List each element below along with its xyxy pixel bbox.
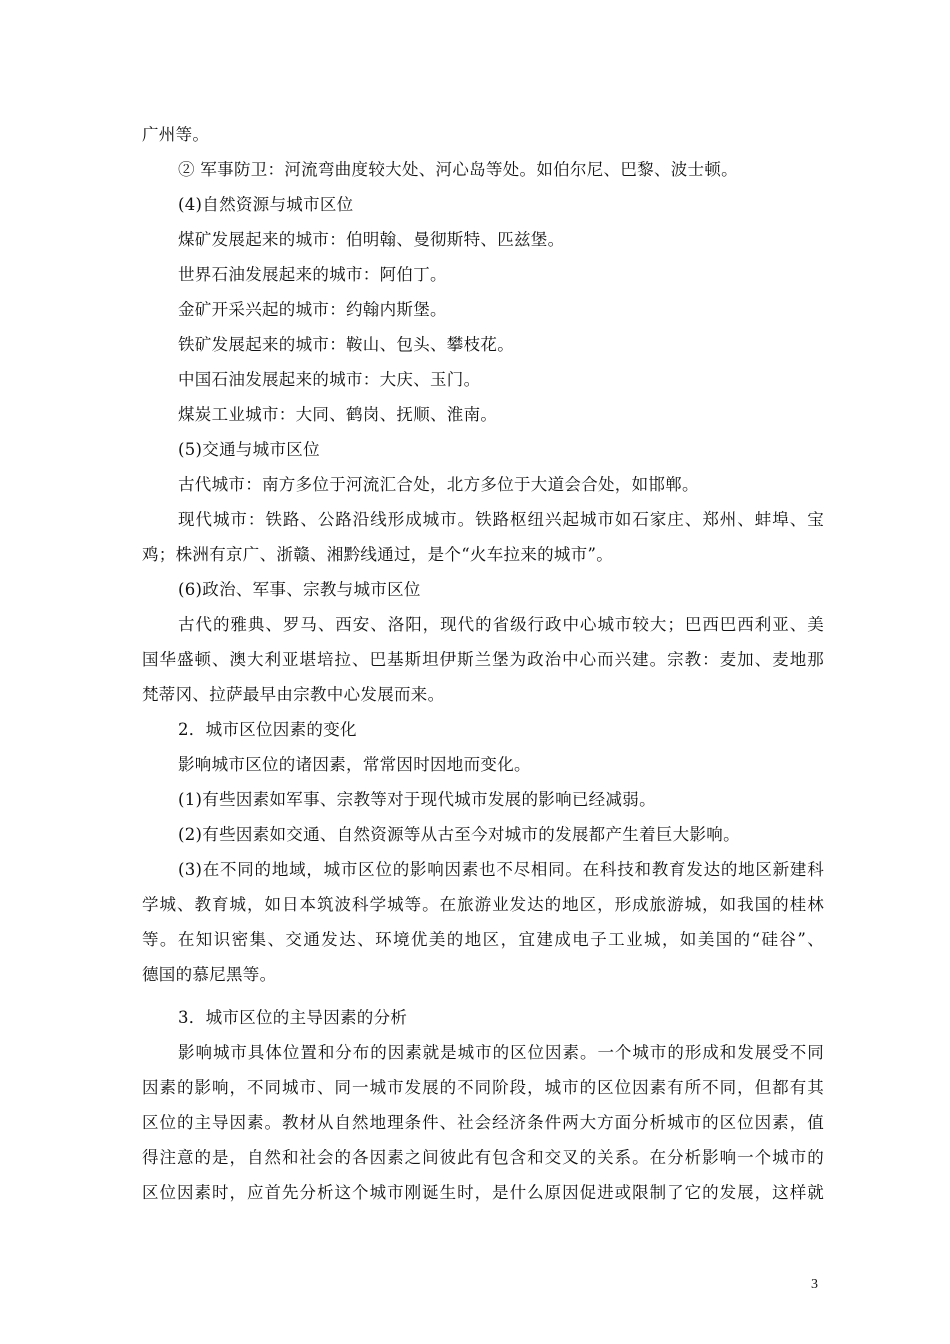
text-line: 古代城市：南方多位于河流汇合处，北方多位于大道会合处，如邯郸。 bbox=[178, 475, 699, 494]
text-line: 因素的影响，不同城市、同一城市发展的不同阶段，城市的区位因素有所不同，但都有其 bbox=[142, 1078, 824, 1097]
text-line: 学城、教育城，如日本筑波科学城等。在旅游业发达的地区，形成旅游城，如我国的桂林 bbox=[142, 895, 824, 914]
text-line: 现代城市：铁路、公路沿线形成城市。铁路枢纽兴起城市如石家庄、郑州、蚌埠、宝 bbox=[178, 510, 824, 529]
subheading: (6)政治、军事、宗教与城市区位 bbox=[178, 580, 421, 599]
page-number: 3 bbox=[811, 1277, 818, 1292]
text-line: 等。在知识密集、交通发达、环境优美的地区，宜建成电子工业城，如美国的“硅谷”、 bbox=[142, 930, 824, 949]
text-line: 得注意的是，自然和社会的各因素之间彼此有包含和交叉的关系。在分析影响一个城市的 bbox=[142, 1148, 824, 1167]
subheading: (4)自然资源与城市区位 bbox=[178, 195, 354, 214]
subheading: (5)交通与城市区位 bbox=[178, 440, 320, 459]
text-line: (2)有些因素如交通、自然资源等从古至今对城市的发展都产生着巨大影响。 bbox=[178, 825, 740, 844]
section-heading: 2．城市区位因素的变化 bbox=[178, 720, 357, 739]
text-line: 鸡；株洲有京广、浙赣、湘黔线通过，是个“火车拉来的城市”。 bbox=[142, 545, 614, 564]
text-line: 影响城市区位的诸因素，常常因时因地而变化。 bbox=[178, 755, 531, 774]
text-line: 国华盛顿、澳大利亚堪培拉、巴基斯坦伊斯兰堡为政治中心而兴建。宗教：麦加、麦地那 bbox=[142, 650, 824, 669]
text-line: 区位的主导因素。教材从自然地理条件、社会经济条件两大方面分析城市的区位因素，值 bbox=[142, 1113, 824, 1132]
text-line: 古代的雅典、罗马、西安、洛阳，现代的省级行政中心城市较大；巴西巴西利亚、美 bbox=[178, 615, 824, 634]
text-line: ② 军事防卫：河流弯曲度较大处、河心岛等处。如伯尔尼、巴黎、波士顿。 bbox=[178, 160, 738, 179]
text-line: 广州等。 bbox=[142, 125, 210, 144]
text-line: 世界石油发展起来的城市：阿伯丁。 bbox=[178, 265, 447, 284]
text-line: 煤矿发展起来的城市：伯明翰、曼彻斯特、匹兹堡。 bbox=[178, 230, 565, 249]
text-line: (1)有些因素如军事、宗教等对于现代城市发展的影响已经减弱。 bbox=[178, 790, 656, 809]
text-line: 金矿开采兴起的城市：约翰内斯堡。 bbox=[178, 300, 447, 319]
text-line: (3)在不同的地域，城市区位的影响因素也不尽相同。在科技和教育发达的地区新建科 bbox=[178, 860, 824, 879]
text-line: 德国的慕尼黑等。 bbox=[142, 965, 277, 984]
text-line: 铁矿发展起来的城市：鞍山、包头、攀枝花。 bbox=[178, 335, 514, 354]
text-line: 影响城市具体位置和分布的因素就是城市的区位因素。一个城市的形成和发展受不同 bbox=[178, 1043, 824, 1062]
text-line: 中国石油发展起来的城市：大庆、玉门。 bbox=[178, 370, 481, 389]
section-heading: 3．城市区位的主导因素的分析 bbox=[178, 1008, 408, 1027]
text-line: 区位因素时，应首先分析这个城市刚诞生时，是什么原因促进或限制了它的发展，这样就 bbox=[142, 1183, 824, 1202]
text-line: 梵蒂冈、拉萨最早由宗教中心发展而来。 bbox=[142, 685, 445, 704]
text-line: 煤炭工业城市：大同、鹤岗、抚顺、淮南。 bbox=[178, 405, 498, 424]
